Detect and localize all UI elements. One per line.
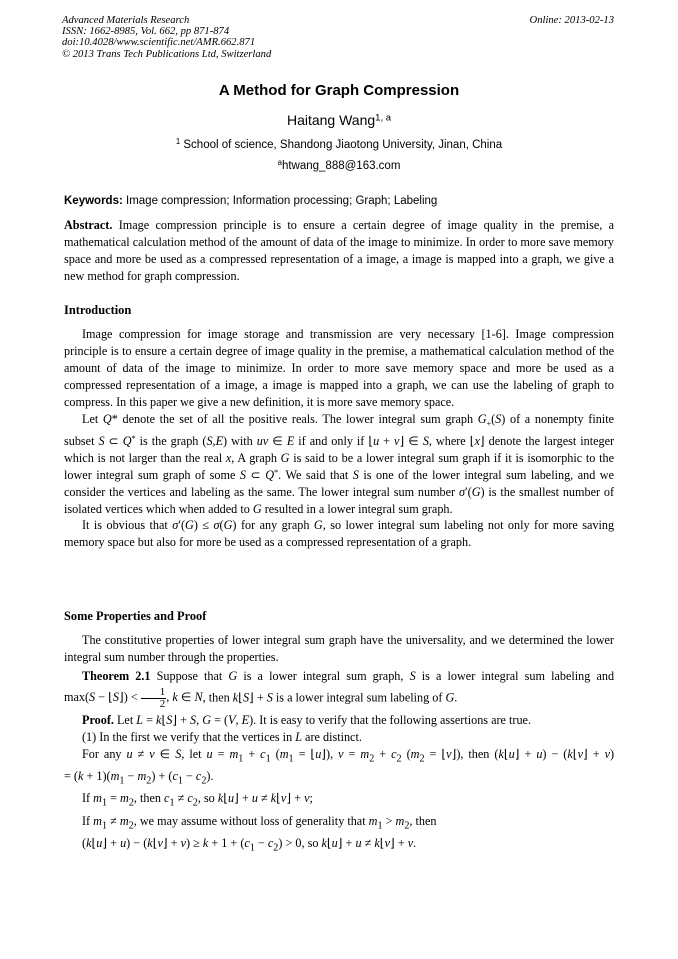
author-line bbox=[0, 112, 678, 128]
email-line bbox=[0, 160, 678, 172]
abstract-label: Abstract. bbox=[64, 218, 113, 232]
abstract-text: Image compression principle is to ensure a certain degree of image quality in the premise, a mathematical calculation method of the amount of data of the image to minimize. In order to more save memory space and more be used as a compressed representation of a image, a image is mapped into a graph, we give a new method for graph compression. bbox=[64, 218, 615, 283]
intro-paragraph-3: It is obvious that σ′(G) ≤ σ(G) for any graph G, so lower integral sum labeling not only for more saving memory space but also for more be used as a compressed representation of a graph. bbox=[64, 518, 615, 550]
online-date: Online: 2013-02-13 bbox=[529, 15, 614, 26]
affiliation bbox=[0, 139, 678, 151]
intro-paragraph-2: Let Q* denote the set of all the positive reals. The lower integral sum graph $G_+(S)$ of a nonempty finite subset S ⊂ Q* is the graph (S,E) with uv ∈ E if and only if ⌊u + v⌋ ∈ S, where ⌊x⌋ denote the largest integer which is not larger than the real x, A graph G is said to be a lower integral sum graph if it is isomorphic to the lower integral sum graph of some S ⊂ Q*. We said that S is one of the lower integral sum labeling, and we consider the vertices and labeling as the same. The lower integral sum number σ′(G) is the smallest number of isolated vertices which when added to G resulted in a lower integral sum graph. bbox=[64, 411, 615, 516]
proof-step-2: For any u ≠ v ∈ S, let $u = m_1 + c_1$ ($m_1$ = ⌊u⌋), $v = m_2 + c_2$ ($m_2$ = ⌊v⌋), then (k⌊u⌋ + u) − (k⌊v⌋ + $v) = (k + 1)(m_1 - m_2) + (c_1 - c_2)$. bbox=[64, 746, 615, 787]
proof-step-1: (1) In the first we verify that the vertices in L are distinct. bbox=[82, 729, 362, 744]
intro-heading: Introduction bbox=[64, 303, 132, 317]
copyright-line: © 2013 Trans Tech Publications Ltd, Switzerland bbox=[62, 48, 272, 60]
journal-name: Advanced Materials Research bbox=[62, 15, 190, 26]
keywords-label: Keywords: bbox=[64, 195, 123, 207]
keywords bbox=[64, 195, 614, 207]
author-name: Haitang Wang bbox=[286, 112, 376, 128]
paper-title: A Method for Graph Compression bbox=[218, 82, 460, 99]
properties-paragraph: The constitutive properties of lower integral sum graph have the universality, and we determined the lower integral sum number through the properties. bbox=[64, 633, 614, 664]
issn-line: ISSN: 1662-8985, Vol. 662, pp 871-874 bbox=[62, 26, 230, 38]
keywords-text: Image compression; Information processing; Graph; Labeling bbox=[126, 195, 438, 207]
doi-line: doi:10.4028/www.scientific.net/AMR.662.871 bbox=[62, 37, 256, 49]
intro-paragraph-1: Image compression for image storage and transmission are very necessary [1-6]. Image compression principle is to ensure a certain degree of image quality in the premise, a mathematical calculation method of the amount of data of the image to minimize. In order to more save memory space and more be used as a compressed representation of a image, a image is mapped into a graph, we can use the labeling of graph to compress. In this paper we give a new definition, it is more save memory space. bbox=[64, 327, 614, 409]
properties-heading: Some Properties and Proof bbox=[64, 609, 207, 623]
proof-step-3: If $m_1 = m_2$, then $c_1 \ne c_2$, so k⌊u⌋ + u ≠ k⌊v⌋ + v; bbox=[82, 791, 313, 809]
intro-body bbox=[64, 326, 614, 551]
abstract bbox=[64, 217, 614, 285]
affiliation-text: School of science, Shandong Jiaotong University, Jinan, China bbox=[183, 139, 503, 151]
properties-body bbox=[64, 632, 614, 857]
affiliation-sup: 1 bbox=[175, 137, 181, 147]
email-address: htwang_888@163.com bbox=[281, 160, 401, 172]
proof-intro: Proof. Let L = k⌊S⌋ + S, G = (V, E). It is easy to verify that the following assertions are true. bbox=[82, 712, 532, 727]
proof-step-5: (k⌊u⌋ + u) − (k⌊v⌋ + $v) \ge k + 1 + (c_1 - c_2) > 0$, so k⌊u⌋ + u ≠ k⌊v⌋ + v. bbox=[82, 836, 417, 854]
email-sup: a bbox=[277, 158, 282, 168]
journal-header bbox=[62, 15, 614, 60]
author-sup: 1, a bbox=[375, 112, 392, 124]
theorem-2-1: Theorem 2.1 Suppose that G is a lower integral sum graph, S is a lower integral sum labeling and max(S − ⌊S⌋) < $\frac{1}{2}$ , k ∈ N, then k⌊S⌋ + S is a lower integral sum labeling of G. bbox=[64, 668, 615, 710]
proof-step-4: If $m_1 \ne m_2$, we may assume without loss of generality that $m_1 > m_2$, then bbox=[82, 813, 437, 832]
